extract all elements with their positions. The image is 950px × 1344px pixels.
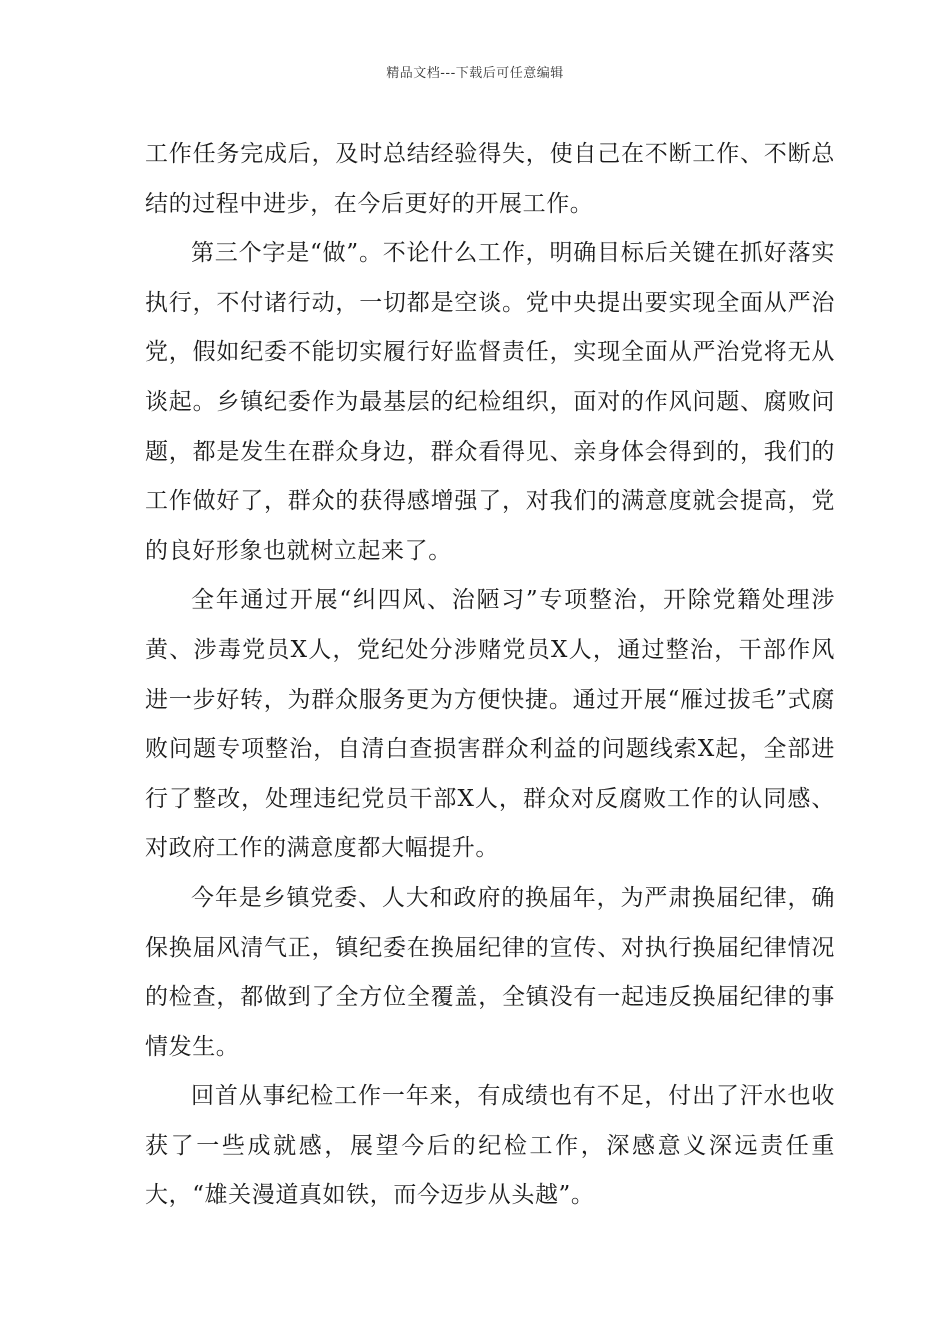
page-header: 精品文档---下载后可任意编辑 bbox=[386, 66, 564, 81]
paragraph-2: 第三个字是“做”。不论什么工作，明确目标后关键在抓好落实执行，不付诸行动，一切都是空谈。党中央提出要实现全面从严治党，假如纪委不能切实履行好监督责任，实现全面从严治党将无从谈起。乡镇纪委作为最基层的纪检组织，面对的作风问题、腐败问题，都是发生在群众身边，群众看得见、亲身体会得到的，我们的工作做好了，群众的获得感增强了，对我们的满意度就会提高，党的良好形象也就树立起来了。 bbox=[145, 240, 835, 564]
paragraph-3: 全年通过开展“纠四风、治陋习”专项整治，开除党籍处理涉黄、涉毒党员X人，党纪处分涉赌党员X人，通过整治，干部作风进一步好转，为群众服务更为方便快捷。通过开展“雁过拔毛”式腐败问题专项整治，自清白查损害群众利益的问题线索X起，全部进行了整改，处理违纪党员干部X人，群众对反腐败工作的认同感、对政府工作的满意度都大幅提升。 bbox=[145, 587, 835, 862]
document-body bbox=[145, 130, 835, 1221]
paragraph-4: 今年是乡镇党委、人大和政府的换届年，为严肃换届纪律，确保换届风清气正，镇纪委在换届纪律的宣传、对执行换届纪律情况的检查，都做到了全方位全覆盖，全镇没有一起违反换届纪律的事情发生。 bbox=[145, 884, 835, 1060]
paragraph-5: 回首从事纪检工作一年来，有成绩也有不足，付出了汗水也收获了一些成就感，展望今后的纪检工作，深感意义深远责任重大，“雄关漫道真如铁，而今迈步从头越”。 bbox=[145, 1083, 835, 1209]
paragraph-1: 工作任务完成后，及时总结经验得失，使自己在不断工作、不断总结的过程中进步，在今后更好的开展工作。 bbox=[145, 141, 835, 217]
